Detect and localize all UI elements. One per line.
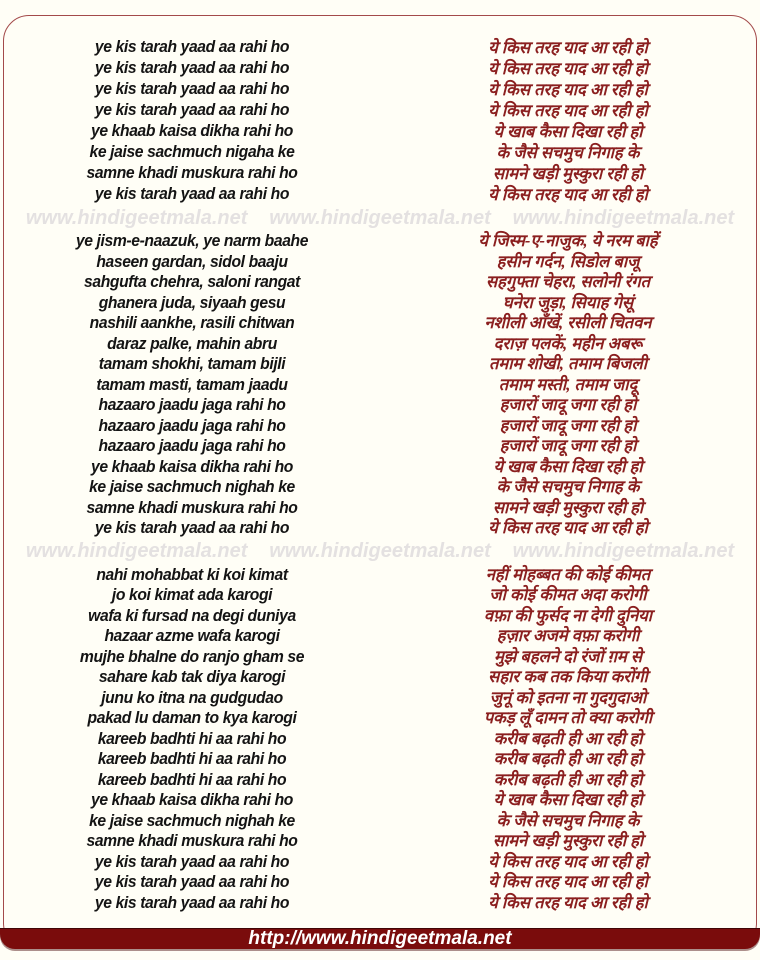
lyric-line-hindi: करीब बढ़ती ही आ रही हो: [493, 728, 643, 748]
lyric-line-english: daraz palke, mahin abru: [107, 334, 277, 353]
lyric-line-hindi: ये किस तरह याद आ रही हो: [488, 892, 648, 912]
lyric-line-english: ye kis tarah yaad aa rahi ho: [94, 519, 290, 537]
lyric-line-hindi: हज़ार अजमे वफ़ा करोगी: [496, 626, 640, 645]
lyric-line-english: junu ko itna na gudgudao: [101, 688, 283, 707]
lyric-line-english: ye kis tarah yaad aa rahi ho: [94, 80, 290, 98]
lyric-line-english: hazaaro jaadu jaga rahi ho: [98, 416, 286, 435]
lyric-line-hindi: घनेरा जुड़ा, सियाह गेसूं: [502, 292, 634, 312]
lyric-line-english: sahare kab tak diya karogi: [98, 668, 286, 686]
lyric-line-english: hazaar azme wafa karogi: [104, 627, 280, 645]
lyric-line-hindi: नहीं मोहब्बत की कोई कीमत: [485, 564, 651, 584]
english-lyrics-column: [4, 37, 380, 205]
lyric-line-hindi: सामने खड़ी मुस्कुरा रही हो: [492, 497, 644, 517]
lyric-line-english: ye kis tarah yaad aa rahi ho: [94, 59, 290, 77]
lyric-line-hindi: जुनूं को इतना ना गुदगुदाओ: [489, 687, 647, 707]
lyric-line-hindi: ये किस तरह याद आ रही हो: [488, 518, 648, 537]
lyric-line-hindi: ये किस तरह याद आ रही हो: [488, 872, 648, 891]
lyric-line-hindi: ये किस तरह याद आ रही हो: [488, 59, 648, 78]
english-lyrics-column: [4, 231, 380, 539]
lyrics-content: [4, 0, 756, 913]
lyric-line-english: kareeb badhti hi aa rahi ho: [97, 770, 287, 789]
lyric-line-hindi: वफ़ा की फुर्सद ना देगी दुनिया: [483, 605, 653, 625]
lyric-line-english: tamam masti, tamam jaadu: [96, 375, 288, 394]
lyric-line-english: ye kis tarah yaad aa rahi ho: [94, 101, 290, 119]
english-lyrics-column: [4, 565, 380, 914]
lyric-line-english: ye kis tarah yaad aa rahi ho: [94, 38, 290, 56]
lyric-line-hindi: के जैसे सचमुच निगाह के: [496, 810, 640, 830]
lyric-line-english: nahi mohabbat ki koi kimat: [96, 565, 288, 584]
lyric-line-hindi: सहगुफ्ता चेहरा, सलोनी रंगत: [485, 272, 651, 291]
lyric-line-hindi: हसीन गर्दन, सिडोल बाजू: [496, 251, 640, 271]
lyric-line-english: hazaaro jaadu jaga rahi ho: [98, 396, 286, 414]
lyric-line-english: ye jism-e-naazuk, ye narm baahe: [75, 232, 309, 250]
lyric-line-english: mujhe bhalne do ranjo gham se: [79, 647, 305, 666]
lyric-line-hindi: सामने खड़ी मुस्कुरा रही हो: [492, 831, 644, 850]
lyric-line-hindi: सहार कब तक किया करोंगी: [488, 667, 648, 686]
footer-bar: [0, 928, 760, 949]
lyric-line-english: nashili aankhe, rasili chitwan: [89, 314, 295, 332]
lyric-line-english: ye kis tarah yaad aa rahi ho: [94, 852, 290, 871]
lyric-line-english: ye kis tarah yaad aa rahi ho: [94, 893, 290, 912]
lyric-line-english: kareeb badhti hi aa rahi ho: [97, 729, 287, 748]
footer-url: http://www.hindigeetmala.net: [248, 928, 512, 949]
watermark-text: www.hindigeetmala.net: [269, 540, 491, 562]
lyric-line-hindi: जो कोई कीमत अदा करोगी: [489, 585, 647, 604]
lyric-line-english: kareeb badhti hi aa rahi ho: [97, 750, 287, 768]
watermark-text: www.hindigeetmala.net: [25, 540, 248, 562]
lyric-line-hindi: हजारों जादू जगा रही हो: [499, 395, 637, 414]
lyric-line-hindi: ये किस तरह याद आ रही हो: [488, 185, 648, 204]
lyric-line-english: ye khaab kaisa dikha rahi ho: [91, 122, 293, 140]
lyric-line-english: ghanera juda, siyaah gesu: [98, 293, 286, 312]
lyric-line-hindi: तमाम मस्ती, तमाम जादू: [498, 374, 638, 394]
stanza-row-2: [4, 231, 756, 539]
lyric-line-hindi: ये किस तरह याद आ रही हो: [488, 101, 648, 120]
lyric-line-hindi: हजारों जादू जगा रही हो: [499, 436, 637, 455]
lyric-line-english: ke jaise sachmuch nighah ke: [89, 478, 295, 496]
lyric-line-hindi: ये खाब कैसा दिखा रही हो: [493, 790, 643, 809]
lyric-line-english: samne khadi muskura rahi ho: [86, 832, 298, 850]
lyric-line-english: haseen gardan, sidol baaju: [96, 252, 288, 271]
lyric-line-hindi: ये किस तरह याद आ रही हो: [488, 80, 648, 99]
hindi-lyrics-column: [380, 565, 756, 914]
lyric-line-hindi: करीब बढ़ती ही आ रही हो: [493, 769, 643, 789]
lyric-line-hindi: हजारों जादू जगा रही हो: [499, 415, 637, 435]
lyric-line-english: ye kis tarah yaad aa rahi ho: [94, 185, 290, 203]
lyric-line-hindi: के जैसे सचमुच निगाह के: [496, 477, 640, 496]
watermark-text: www.hindigeetmala.net: [512, 540, 735, 562]
lyric-line-hindi: ये किस तरह याद आ रही हो: [488, 38, 648, 57]
lyric-line-hindi: तमाम शोखी, तमाम बिजली: [489, 354, 647, 373]
lyric-line-hindi: मुझे बहलने दो रंजों ग़म से: [493, 646, 643, 666]
lyric-line-hindi: ये जिस्म-ए-नाजुक, ये नरम बाहें: [478, 231, 658, 250]
lyric-line-hindi: नशीली आँखें, रसीली चितवन: [484, 313, 652, 332]
lyric-line-hindi: सामने खड़ी मुस्कुरा रही हो: [492, 164, 644, 183]
lyric-line-english: jo koi kimat ada karogi: [111, 586, 273, 604]
lyric-line-english: tamam shokhi, tamam bijli: [98, 355, 286, 373]
stanza-row-3: [4, 565, 756, 914]
lyric-line-english: hazaaro jaadu jaga rahi ho: [98, 437, 286, 455]
lyric-line-english: ke jaise sachmuch nigaha ke: [89, 143, 295, 161]
lyric-line-english: ye khaab kaisa dikha rahi ho: [91, 791, 293, 809]
stanza-row-1: [4, 37, 756, 205]
watermark-text: www.hindigeetmala.net: [25, 206, 248, 229]
lyric-line-hindi: ये किस तरह याद आ रही हो: [488, 851, 648, 871]
watermark-text: www.hindigeetmala.net: [269, 206, 491, 229]
lyric-line-hindi: ये खाब कैसा दिखा रही हो: [493, 456, 643, 476]
lyric-line-hindi: पकड़ लूँ दामन तो क्या करोगी: [483, 708, 653, 727]
lyric-line-english: ye khaab kaisa dikha rahi ho: [91, 457, 293, 476]
hindi-lyrics-column: [380, 37, 756, 205]
watermark-row-1: [4, 205, 756, 231]
lyric-line-hindi: के जैसे सचमुच निगाह के: [496, 143, 640, 162]
hindi-lyrics-column: [380, 231, 756, 539]
watermark-text: www.hindigeetmala.net: [512, 206, 735, 229]
lyric-line-english: pakad lu daman to kya karogi: [87, 709, 297, 727]
lyric-line-hindi: ये खाब कैसा दिखा रही हो: [493, 122, 643, 141]
lyric-line-english: samne khadi muskura rahi ho: [86, 164, 298, 182]
lyric-line-english: ke jaise sachmuch nighah ke: [89, 811, 295, 830]
lyric-line-english: ye kis tarah yaad aa rahi ho: [94, 873, 290, 891]
lyric-line-hindi: करीब बढ़ती ही आ रही हो: [493, 749, 643, 768]
lyric-line-english: samne khadi muskura rahi ho: [86, 498, 298, 517]
lyric-line-hindi: दराज़ पलकें, महीन अबरू: [493, 333, 643, 353]
watermark-row-2: [4, 539, 756, 565]
lyric-line-english: sahgufta chehra, saloni rangat: [84, 273, 300, 291]
lyric-line-english: wafa ki fursad na degi duniya: [88, 606, 296, 625]
